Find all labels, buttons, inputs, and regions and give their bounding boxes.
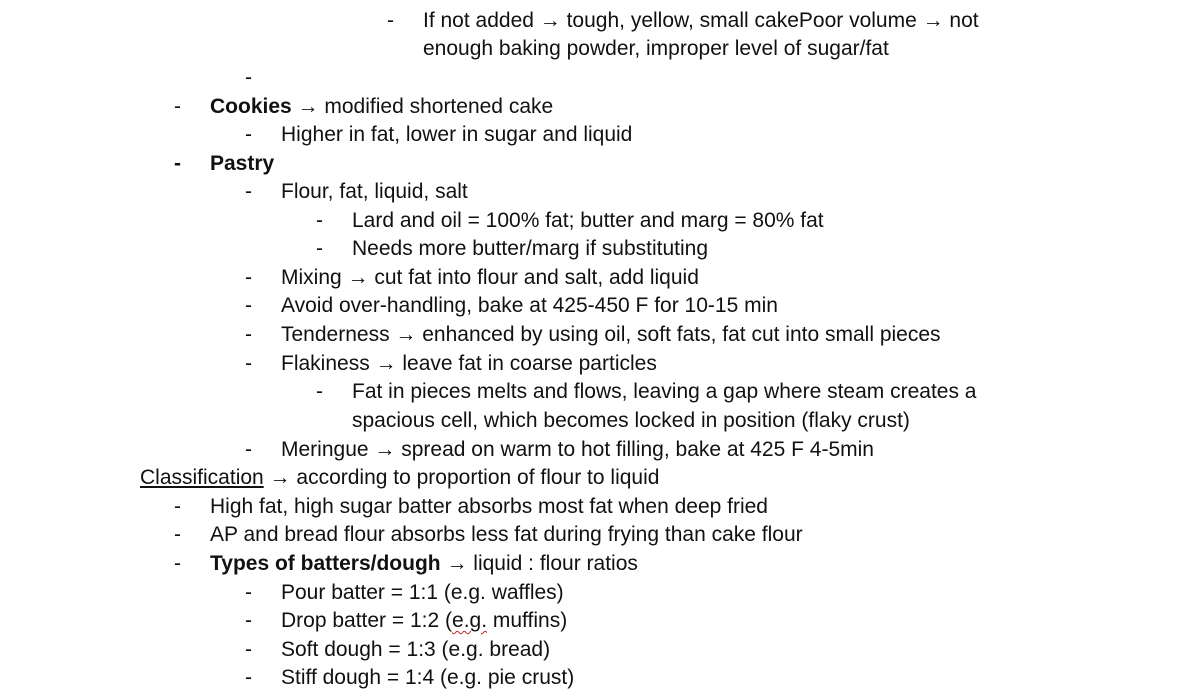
bullet-dash: - xyxy=(174,523,181,546)
bullet-dash: - xyxy=(245,66,252,89)
text-line: Mixing → cut fat into flour and salt, add liquid xyxy=(281,266,699,289)
bullet-dash: - xyxy=(316,237,323,260)
text-line: AP and bread flour absorbs less fat during frying than cake flour xyxy=(210,523,803,546)
bullet-dash: - xyxy=(245,294,252,317)
bullet-dash: - xyxy=(245,609,252,632)
text-span: → modified shortened cake xyxy=(291,95,554,118)
text-line: enough baking powder, improper level of sugar/fat xyxy=(423,37,889,60)
cookies-heading xyxy=(210,93,553,121)
text-line: Fat in pieces melts and flows, leaving a gap where steam creates a xyxy=(352,380,977,403)
types-heading xyxy=(210,550,638,578)
bullet-dash: - xyxy=(174,152,181,175)
text-line: Lard and oil = 100% fat; butter and marg = 80% fat xyxy=(352,209,824,232)
bullet-dash: - xyxy=(316,209,323,232)
text-line: Tenderness → enhanced by using oil, soft fats, fat cut into small pieces xyxy=(281,323,941,346)
bullet-dash: - xyxy=(316,380,323,403)
bullet-dash: - xyxy=(245,123,252,146)
text-line: Needs more butter/marg if substituting xyxy=(352,237,708,260)
text-line: Soft dough = 1:3 (e.g. bread) xyxy=(281,638,551,661)
text-line: If not added → tough, yellow, small cakePoor volume → not xyxy=(423,9,979,32)
bullet-dash: - xyxy=(174,495,181,518)
text-line: High fat, high sugar batter absorbs most fat when deep fried xyxy=(210,495,768,518)
spellcheck-flagged-text[interactable]: e.g. xyxy=(452,609,488,632)
bold-text: Cookies xyxy=(210,95,292,118)
pastry-heading: Pastry xyxy=(210,152,275,175)
bullet-dash: - xyxy=(174,552,181,575)
text-line: Flakiness → leave fat in coarse particles xyxy=(281,352,657,375)
text-span: → liquid : flour ratios xyxy=(440,552,638,575)
bullet-dash: - xyxy=(245,666,252,689)
text-line: spacious cell, which becomes locked in position (flaky crust) xyxy=(352,409,910,432)
text-line: Avoid over-handling, bake at 425-450 F for 10-15 min xyxy=(281,294,778,317)
bullet-dash: - xyxy=(245,638,252,661)
text-line xyxy=(281,607,567,635)
text-line: Pour batter = 1:1 (e.g. waffles) xyxy=(281,581,564,604)
text-line: Higher in fat, lower in sugar and liquid xyxy=(281,123,633,146)
bullet-dash: - xyxy=(174,95,181,118)
text-line: Flour, fat, liquid, salt xyxy=(281,180,468,203)
text-span: → according to proportion of flour to liquid xyxy=(263,466,660,489)
bullet-dash: - xyxy=(245,438,252,461)
text-line: Meringue → spread on warm to hot filling, bake at 425 F 4-5min xyxy=(281,438,874,461)
bullet-dash: - xyxy=(245,266,252,289)
bold-text: Types of batters/dough xyxy=(210,552,441,575)
underlined-text: Classification xyxy=(140,466,264,489)
bullet-dash: - xyxy=(245,323,252,346)
bullet-dash: - xyxy=(245,352,252,375)
classification-heading xyxy=(140,464,659,492)
text-span: muffins) xyxy=(487,609,568,632)
bullet-dash: - xyxy=(245,180,252,203)
text-span: Drop batter = 1:2 ( xyxy=(281,609,453,632)
text-line: Stiff dough = 1:4 (e.g. pie crust) xyxy=(281,666,575,689)
bullet-dash: - xyxy=(387,9,394,32)
bullet-dash: - xyxy=(245,581,252,604)
